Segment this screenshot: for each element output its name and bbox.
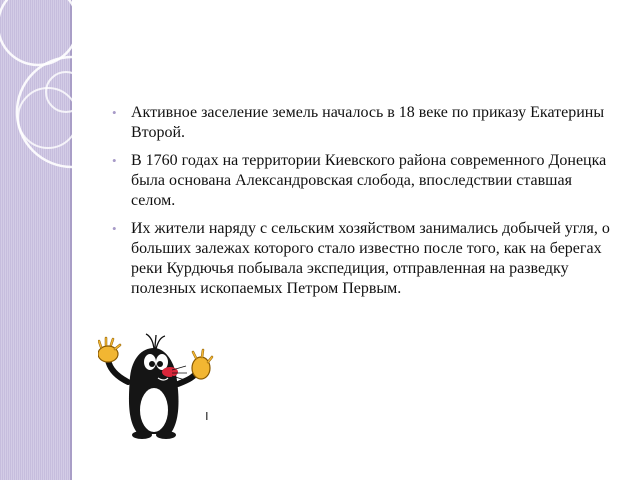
bullet-text: Активное заселение земель началось в 18 веке по приказу Екатерины Второй. [131,104,605,141]
bullet-item [112,151,610,211]
bullet-icon: • [112,105,117,120]
side-decor-band [0,0,70,480]
bullet-icon: • [112,153,117,168]
bullet-icon: • [112,221,117,236]
bullet-list [112,103,610,299]
slide-content [112,103,610,307]
bullet-item [112,103,610,143]
bullet-text: В 1760 годах на территории Киевского района современного Донецка была основана Александровская слобода, впоследствии ставшая селом. [131,152,607,209]
bullet-text: Их жители наряду с сельским хозяйством занимались добычей угля, о больших залежах которого стало известно после того, как на берегах реки Курдючья побывала экспедиция, отправленная на разведку полезных ископаемых Петром Первым. [131,220,610,297]
bullet-item [112,219,610,299]
side-band-edge [70,0,72,480]
mole-cartoon-icon [98,332,216,440]
